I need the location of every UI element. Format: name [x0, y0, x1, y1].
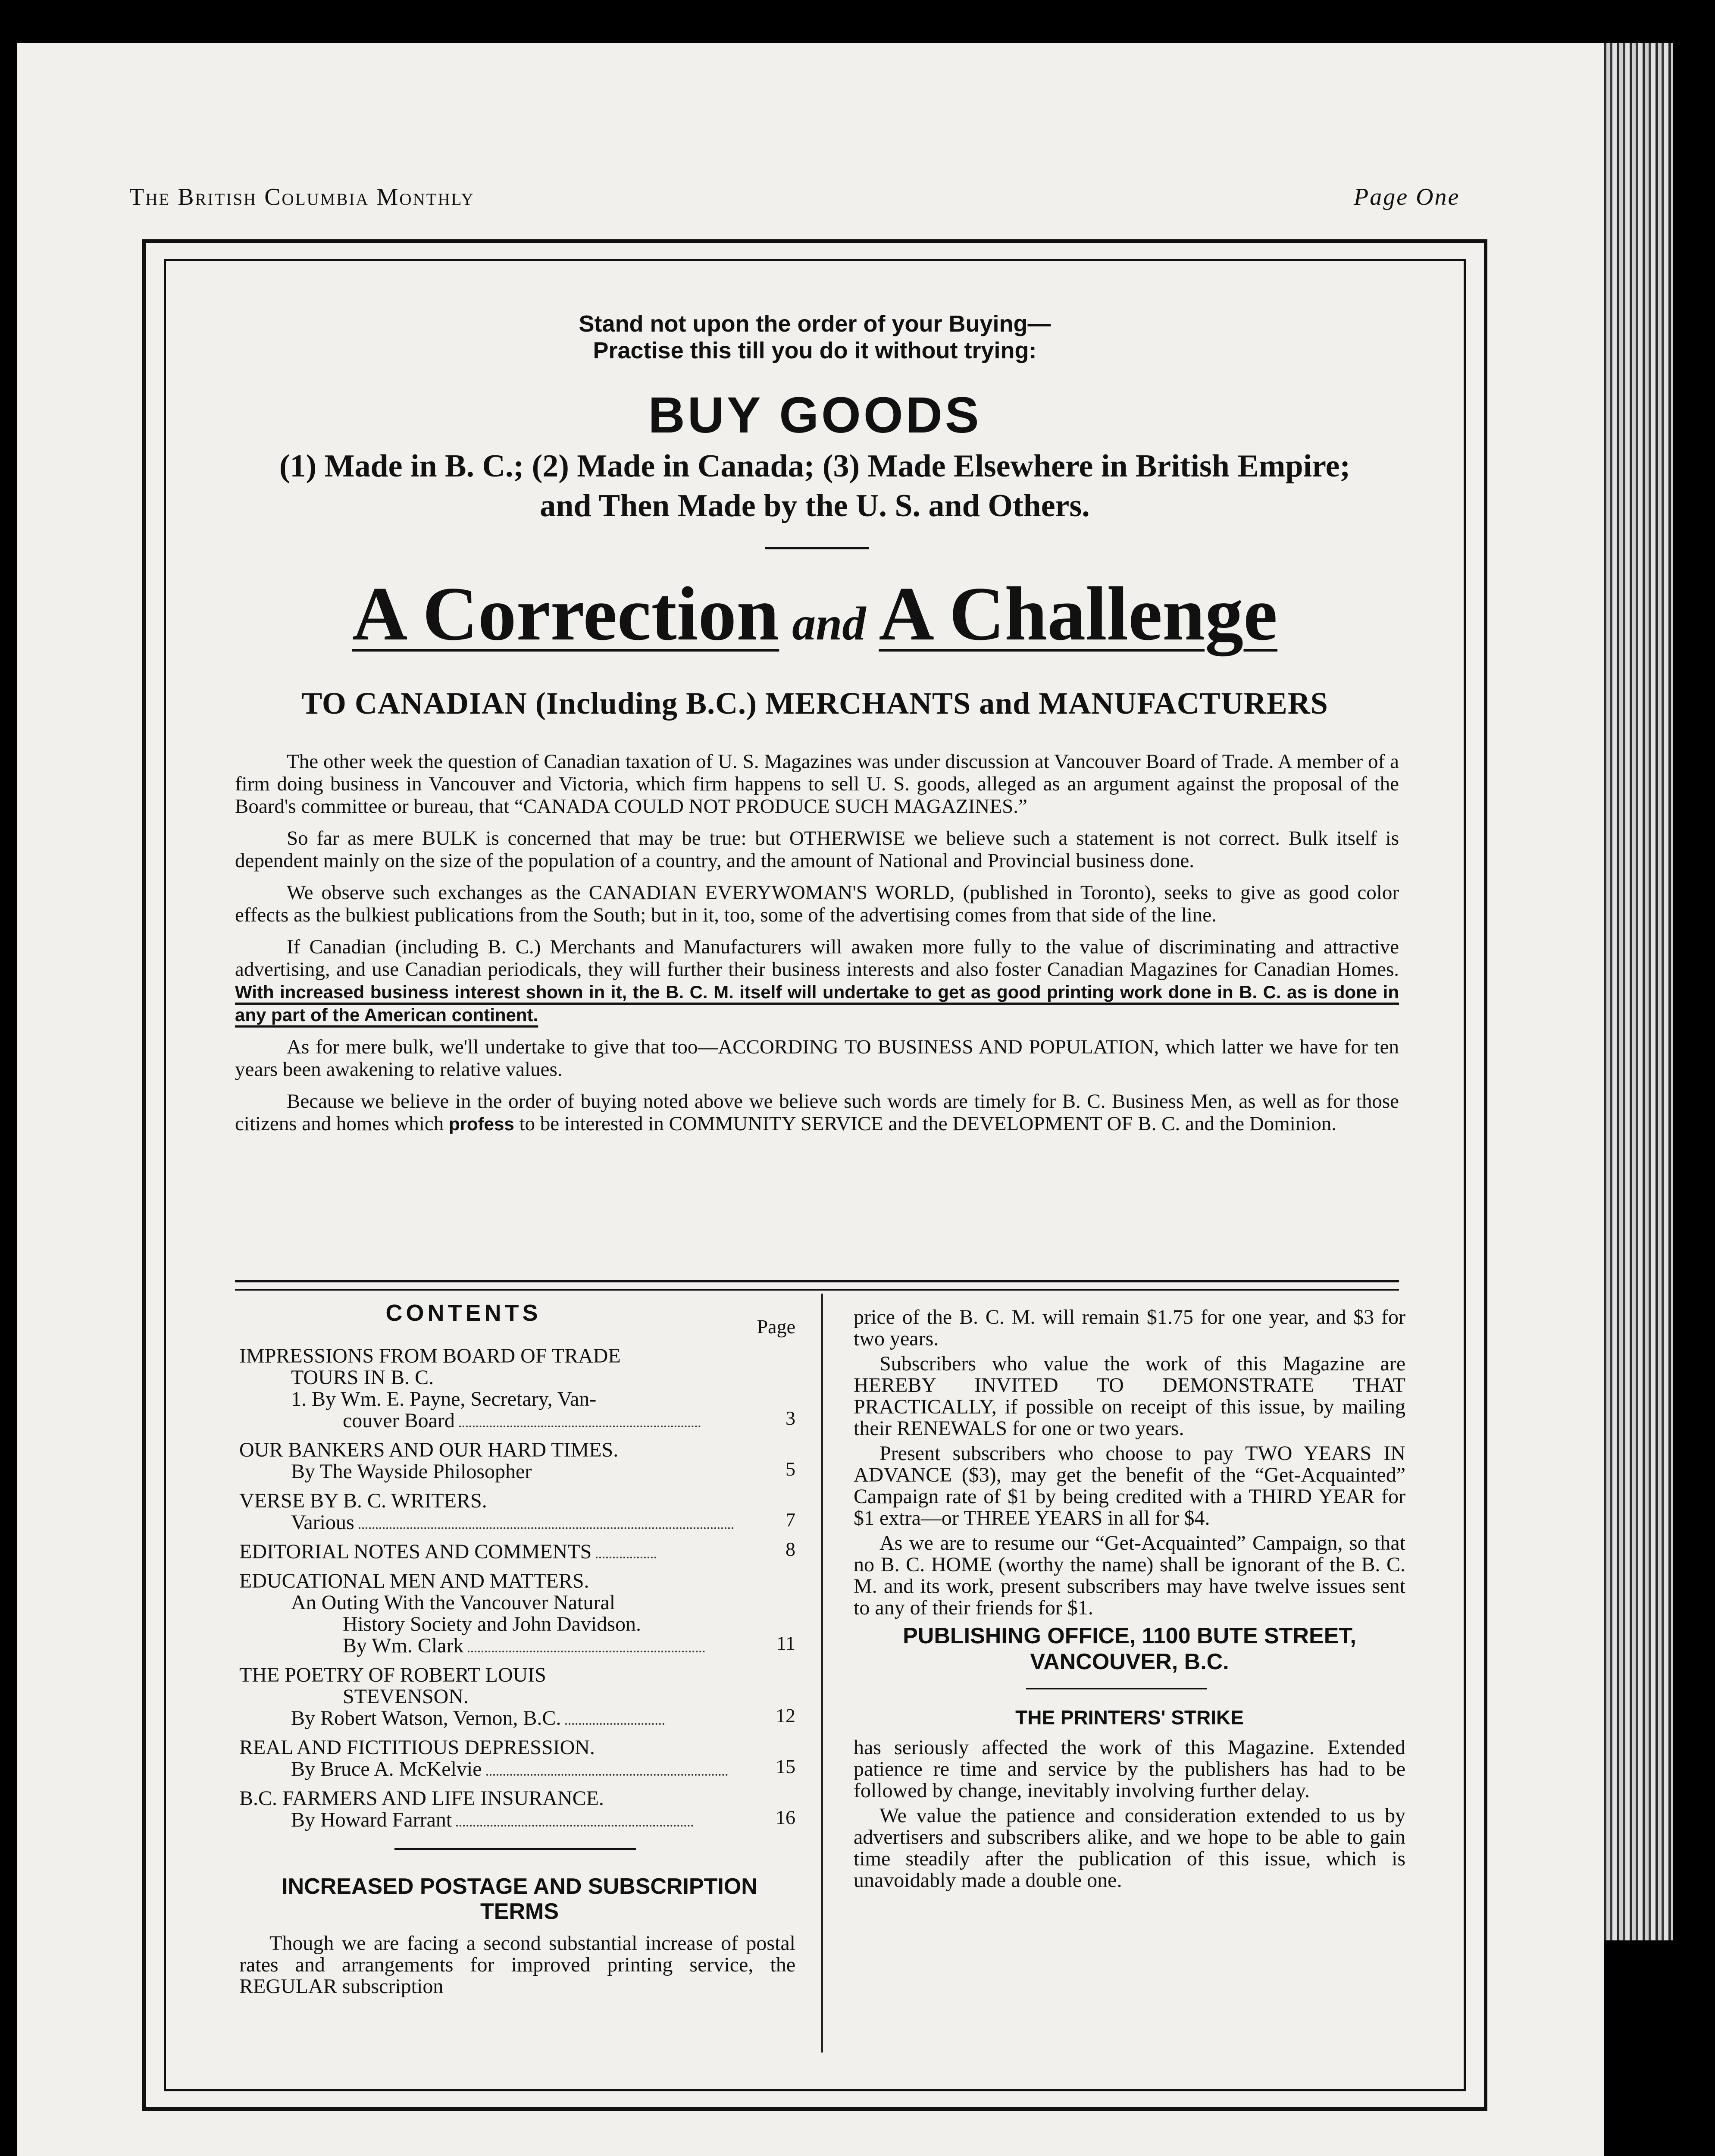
contents-item-page: 7: [786, 1509, 795, 1531]
leader-dots: [468, 1651, 705, 1652]
contents-item-author: Various: [291, 1511, 354, 1534]
contents-item-page: 15: [776, 1755, 795, 1777]
contents-item-author: By Robert Watson, Vernon, B.C.: [291, 1707, 561, 1730]
leader-dots: [565, 1723, 664, 1725]
contents-item-author: By The Wayside Philosopher: [291, 1460, 532, 1483]
contents-item-heading: THE POETRY OF ROBERT LOUIS: [239, 1664, 546, 1686]
leader-dots: [596, 1557, 656, 1558]
article-body: [235, 750, 1399, 1145]
paragraph-3: We observe such exchanges as the CANADIAN EVERYWOMAN'S WORLD, (published in Toronto), seeks to give as good color effects as the bulkiest publications from the South; but in it, too, some of the advertising comes from that side of the line.: [235, 881, 1399, 926]
contents-title: CONTENTS: [385, 1300, 541, 1326]
divider-rule: [765, 547, 869, 549]
contents-page-label: Page: [757, 1316, 795, 1338]
contents-item-page: 8: [786, 1538, 795, 1560]
buying-order-line-1: (1) Made in B. C.; (2) Made in Canada; (3) Made Elsewhere in British Empire;: [279, 448, 1351, 484]
title-and: and: [792, 597, 866, 650]
running-header-page: Page One: [1354, 184, 1460, 210]
contents-item-page: 16: [776, 1806, 795, 1828]
contents-item[interactable]: [239, 1664, 795, 1729]
subscription-invite: Subscribers who value the work of this Magazine are HEREBY INVITED TO DEMONSTRATE THAT PRACTICALLY, if possible on receipt of this issue, by mailing their RENEWALS for one or two years.: [854, 1352, 1405, 1440]
contents-item-heading-cont: TOURS IN B. C.: [291, 1366, 434, 1389]
title-part-1: A Correction: [352, 571, 779, 656]
contents-item-heading: VERSE BY B. C. WRITERS.: [239, 1489, 487, 1512]
paragraph-5: As for mere bulk, we'll undertake to give that too—ACCORDING TO BUSINESS AND POPULATION, which latter we have for ten years been awakening to relative values.: [235, 1036, 1399, 1081]
contents-item[interactable]: [239, 1439, 795, 1482]
paragraph-4-underlined: With increased business interest shown in it, the B. C. M. itself will undertake to get as good printing work done in B. C. as is done in any part of the American continent.: [235, 982, 1399, 1025]
contents-item-heading: EDUCATIONAL MEN AND MATTERS.: [239, 1570, 589, 1592]
contents-item-author: By Howard Farrant: [291, 1808, 452, 1831]
subscription-column: [854, 1307, 1405, 1895]
contents-item-author-cont: couver Board: [343, 1409, 455, 1432]
paragraph-1: The other week the question of Canadian taxation of U. S. Magazines was under discussion at Vancouver Board of Trade. A member of a firm doing business in Vancouver and Victoria, which firm happens to sell U. S. goods, alleged as an argument against the proposal of the Board's committee or bureau, that “CANADA COULD NOT PRODUCE SUCH MAGAZINES.”: [235, 750, 1399, 818]
contents-item-page: 11: [776, 1632, 795, 1654]
contents-item-heading: IMPRESSIONS FROM BOARD OF TRADE: [239, 1344, 621, 1367]
section-rule-bottom: [235, 1289, 1399, 1291]
contents-divider: [394, 1848, 636, 1850]
paragraph-4: [235, 936, 1399, 1026]
contents-item[interactable]: [239, 1737, 795, 1780]
contents-item-heading: REAL AND FICTITIOUS DEPRESSION.: [239, 1736, 595, 1759]
buy-goods-headline: BUY GOODS: [648, 387, 982, 444]
motto-line-1: Stand not upon the order of your Buying—: [579, 311, 1051, 337]
contents-item[interactable]: [239, 1345, 795, 1432]
motto: [0, 310, 1630, 364]
running-header-title: The British Columbia Monthly: [129, 184, 475, 210]
paragraph-4-text: If Canadian (including B. C.) Merchants and Manufacturers will awaken more fully to the value of discriminating and attractive advertising, and use Canadian periodicals, they will further their business interests and also foster Canadian Magazines for Canadian Homes.: [235, 936, 1399, 981]
subscription-campaign: As we are to resume our “Get-Acquainted” Campaign, so that no B. C. HOME (worthy the name) shall be ignorant of the B. C. M. and its work, present subscribers may have twelve issues sent to any of their friends for $1.: [854, 1532, 1405, 1619]
buying-order: [0, 446, 1630, 526]
paragraph-6-bold: profess: [448, 1114, 514, 1134]
leader-dots: [459, 1426, 701, 1427]
contents-item-author: By Wm. Clark: [343, 1634, 464, 1657]
article-subtitle: TO CANADIAN (Including B.C.) MERCHANTS and MANUFACTURERS: [301, 686, 1328, 721]
publishing-office-line-2: VANCOUVER, B.C.: [1030, 1649, 1229, 1674]
contents-item-page: 5: [786, 1458, 795, 1480]
subscription-price: price of the B. C. M. will remain $1.75 for one year, and $3 for two years.: [854, 1306, 1405, 1350]
contents-item-page: 3: [786, 1407, 795, 1429]
printers-strike-p2: We value the patience and consideration extended to us by advertisers and subscribers alike, and we hope to be able to gain time steadily after the publication of this issue, which is unavoidably made a double one.: [854, 1804, 1405, 1892]
contents-item-author: 1. By Wm. E. Payne, Secretary, Van-: [291, 1388, 597, 1410]
article-title: [0, 569, 1630, 658]
column-divider: [821, 1294, 823, 2053]
leader-dots: [486, 1774, 728, 1776]
contents-item-page: 12: [776, 1705, 795, 1727]
contents-item-heading: B.C. FARMERS AND LIFE INSURANCE.: [239, 1787, 604, 1810]
paragraph-6-text-b: to be interested in COMMUNITY SERVICE and the DEVELOPMENT OF B. C. and the Dominion.: [519, 1112, 1337, 1135]
paragraph-6-text-a: Because we believe in the order of buying noted above we believe such words are timely for B. C. Business Men, as well as for those citizens and homes which: [235, 1090, 1399, 1135]
contents-item[interactable]: [239, 1570, 795, 1657]
contents-item[interactable]: [239, 1538, 795, 1563]
buying-order-line-2: and Then Made by the U. S. and Others.: [540, 488, 1090, 523]
contents-item-heading: OUR BANKERS AND OUR HARD TIMES.: [239, 1438, 619, 1461]
contents-item[interactable]: [239, 1788, 795, 1831]
section-rule-top: [235, 1280, 1399, 1282]
contents-item-subtitle: An Outing With the Vancouver Natural: [291, 1591, 616, 1614]
printers-strike-p1: has seriously affected the work of this Magazine. Extended patience re time and service by the publishers has had to be followed by change, inevitably involving further delay.: [854, 1736, 1405, 1802]
printers-strike-title: THE PRINTERS' STRIKE: [1015, 1706, 1244, 1729]
strike-divider: [1026, 1688, 1207, 1689]
subscription-advance: Present subscribers who choose to pay TWO YEARS IN ADVANCE ($3), may get the benefit of the “Get-Acquainted” Campaign rate of $1 by being credited with a THIRD YEAR for $1 extra—or THREE YEARS in all for $4.: [854, 1442, 1405, 1529]
leader-dots: [359, 1527, 734, 1529]
postage-title: INCREASED POSTAGE AND SUBSCRIPTION TERMS: [282, 1874, 757, 1924]
paragraph-6: [235, 1090, 1399, 1135]
paragraph-2: So far as mere BULK is concerned that may be true: but OTHERWISE we believe such a statement is not correct. Bulk itself is dependent mainly on the size of the population of a country, and the amount of National and Provincial business done.: [235, 827, 1399, 872]
contents-column: [239, 1302, 795, 1997]
publishing-office: [854, 1623, 1405, 1675]
contents-item[interactable]: [239, 1490, 795, 1533]
contents-item-subtitle-cont: History Society and John Davidson.: [343, 1613, 641, 1636]
contents-item-author: By Bruce A. McKelvie: [291, 1758, 482, 1780]
publishing-office-line-1: PUBLISHING OFFICE, 1100 BUTE STREET,: [903, 1623, 1356, 1648]
title-part-2: A Challenge: [879, 571, 1278, 656]
contents-item-heading-cont: STEVENSON.: [343, 1685, 469, 1708]
leader-dots: [456, 1825, 693, 1827]
motto-line-2: Practise this till you do it without trying:: [593, 338, 1037, 364]
postage-body: Though we are facing a second substantial increase of postal rates and arrangements for improved printing service, the REGULAR subscription: [239, 1932, 795, 1998]
contents-item-heading: EDITORIAL NOTES AND COMMENTS: [239, 1540, 592, 1563]
